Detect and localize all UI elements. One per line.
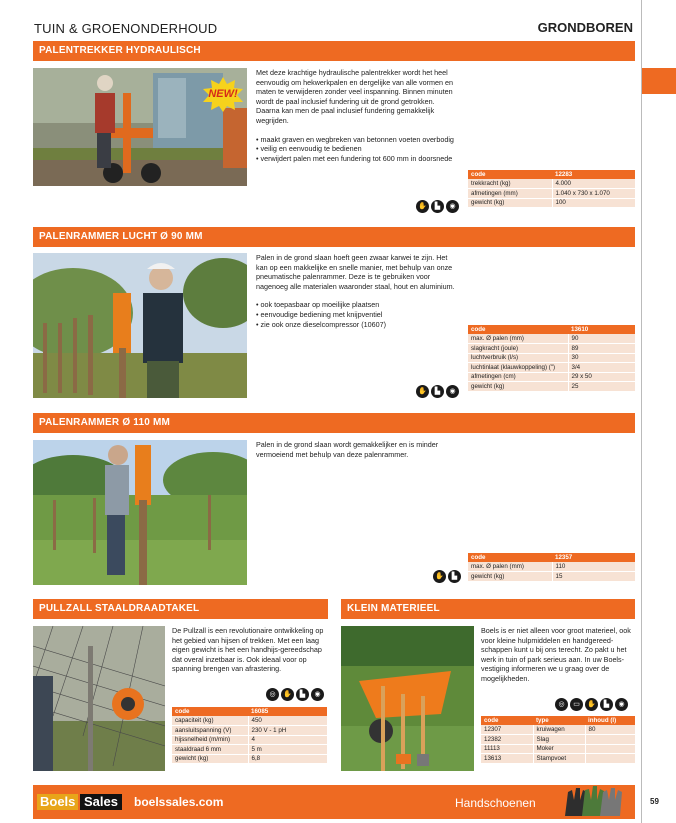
product-title-pullzall: PULLZALL STAALDRAADTAKEL	[33, 599, 328, 619]
sales-logo[interactable]: Sales	[80, 794, 122, 810]
table-row: 13613 Stampvoet	[481, 754, 635, 764]
feature-item: • maakt graven en wegbreken van betonnen voeten overbodig	[256, 135, 456, 145]
hearing-protection-icon: ◉	[615, 698, 628, 711]
spec-table-palentrekker	[468, 170, 635, 208]
product-title-klein-materieel: KLEIN MATERIEEL	[341, 599, 635, 619]
feature-list	[256, 135, 456, 164]
glove-icon: ✋	[281, 688, 294, 701]
feature-list	[256, 300, 456, 329]
table-row: 12307 kruiwagen 80	[481, 725, 635, 735]
section-header: GRONDBOREN	[537, 20, 633, 35]
feature-item: • zie ook onze dieselcompressor (10607)	[256, 320, 456, 330]
hearing-protection-icon: ◉	[446, 200, 459, 213]
feature-item: • ook toepasbaar op moeilijke plaatsen	[256, 300, 456, 310]
description-text: Met deze krachtige hydraulische palentrekker wordt het heel eenvoudig om hekwerkpalen en dergelijke van alle vormen en maten te verwijderen zonder veel inspanning. Binnen minuten wordt de paal inclusief fundering uit de grond getrokken. Daarna kan men de paal inclusief fundering gemakkelijk wegrijden.	[256, 68, 453, 125]
table-row: gewicht (kg) 6,8	[172, 754, 327, 764]
glove-icon: ✋	[416, 385, 429, 398]
table-row: staaldraad 6 mm 5 m	[172, 745, 327, 755]
palenrammer-110-photo	[33, 440, 247, 585]
footer-url-link[interactable]: boelssales.com	[134, 795, 224, 809]
boels-logo[interactable]: Boels	[37, 794, 78, 810]
category-header: TUIN & GROENONDERHOUD	[34, 21, 218, 36]
table-row: luchtverbruik (l/s) 30	[468, 353, 635, 363]
goggles-icon: ◎	[266, 688, 279, 701]
pullzall-description: De Pullzall is een revolutionaire ontwikkeling op het gebied van hijsen of trekken. Met een laag eigen gewicht is het een handhijs-gereedschap dat overal inzetbaar is. Ook ideaal voor op spanning brengen van afrastering.	[172, 626, 324, 674]
glove-icon: ✋	[433, 570, 446, 583]
product-title-palentrekker: PALENTREKKER HYDRAULISCH	[33, 41, 635, 61]
spec-table-pullzall	[172, 707, 327, 764]
table-row: gewicht (kg) 15	[468, 572, 635, 582]
table-row: aansluitspanning (V) 230 V - 1 pH	[172, 726, 327, 736]
mask-icon: ▭	[570, 698, 583, 711]
footer-bar	[33, 785, 635, 819]
hearing-protection-icon: ◉	[446, 385, 459, 398]
palentrekker-description	[256, 68, 456, 163]
page-number: 59	[650, 797, 659, 806]
feature-item: • eenvoudige bediening met knijpventiel	[256, 310, 456, 320]
boot-icon: ▙	[448, 570, 461, 583]
table-header: code	[172, 707, 248, 716]
table-row: luchtinlaat (klauwkoppeling) (") 3/4	[468, 363, 635, 373]
table-row: gewicht (kg) 25	[468, 382, 635, 392]
table-row: max. Ø palen (mm) 90	[468, 334, 635, 344]
page-divider	[641, 0, 642, 823]
table-row: max. Ø palen (mm) 110	[468, 562, 635, 572]
table-header: code	[481, 716, 533, 725]
new-badge-label: NEW!	[208, 88, 238, 100]
hearing-protection-icon: ◉	[311, 688, 324, 701]
table-row: hijssnelheid (m/min) 4	[172, 735, 327, 745]
section-tab	[642, 68, 676, 94]
boot-icon: ▙	[431, 385, 444, 398]
boot-icon: ▙	[296, 688, 309, 701]
palenrammer-lucht-photo	[33, 253, 247, 398]
table-header: code	[468, 325, 568, 334]
glove-icon: ✋	[585, 698, 598, 711]
spec-table-palenrammer-110	[468, 553, 635, 582]
safety-icons	[416, 200, 459, 213]
table-row: gewicht (kg) 100	[468, 198, 635, 208]
product-title-palenrammer-lucht: PALENRAMMER LUCHT Ø 90 MM	[33, 227, 635, 247]
gloves-image	[560, 780, 630, 816]
klein-materieel-description: Boels is er niet alleen voor groot materieel, ook voor kleine hulpmiddelen en handgereed-schappen kunt u bij ons terecht. Zo pakt u het werk in tuin of park serieus aan. In uw Boels-vestiging informeren we u graag over de mogelijkheden.	[481, 626, 631, 683]
spec-table-palenrammer-lucht	[468, 325, 635, 392]
safety-icons	[433, 570, 461, 583]
glove-icon: ✋	[416, 200, 429, 213]
table-header: 13610	[568, 325, 635, 334]
description-text: Palen in de grond slaan hoeft geen zwaar karwei te zijn. Het kan op een makkelijke en snelle manier, met behulp van onze pneumatische palenrammer. Deze is te gebruiken voor nagenoeg alle materialen waaronder staal, hout en aluminium.	[256, 253, 455, 291]
table-row: slagkracht (joule) 89	[468, 344, 635, 354]
product-title-palenrammer-110: PALENRAMMER Ø 110 MM	[33, 413, 635, 433]
feature-item: • veilig en eenvoudig te bedienen	[256, 144, 456, 154]
table-header: inhoud (l)	[585, 716, 635, 725]
table-row: trekkracht (kg) 4.000	[468, 179, 635, 189]
table-row: 11113 Moker	[481, 744, 635, 754]
spec-table-klein-materieel	[481, 716, 635, 764]
palenrammer-110-description: Palen in de grond slaan wordt gemakkelijker en is minder vermoeiend met behulp van deze palenrammer.	[256, 440, 439, 459]
palenrammer-lucht-description	[256, 253, 456, 329]
table-header: 12283	[552, 170, 635, 179]
table-row: afmetingen (cm) 29 x 50	[468, 372, 635, 382]
table-header: code	[468, 170, 552, 179]
boot-icon: ▙	[431, 200, 444, 213]
safety-icons	[266, 688, 324, 701]
table-header: 12357	[552, 553, 635, 562]
pullzall-photo	[33, 626, 165, 771]
footer-tagline: Handschoenen	[455, 796, 536, 810]
table-row: capaciteit (kg) 450	[172, 716, 327, 726]
safety-icons	[555, 698, 628, 711]
boot-icon: ▙	[600, 698, 613, 711]
table-header: 16085	[248, 707, 327, 716]
safety-icons	[416, 385, 459, 398]
table-header: code	[468, 553, 552, 562]
table-row: afmetingen (mm) 1.040 x 730 x 1.070	[468, 189, 635, 199]
feature-item: • verwijdert palen met een fundering tot 600 mm in doorsnede	[256, 154, 456, 164]
table-header: type	[533, 716, 585, 725]
goggles-icon: ◎	[555, 698, 568, 711]
table-row: 12382 Slag	[481, 735, 635, 745]
klein-materieel-photo	[341, 626, 474, 771]
